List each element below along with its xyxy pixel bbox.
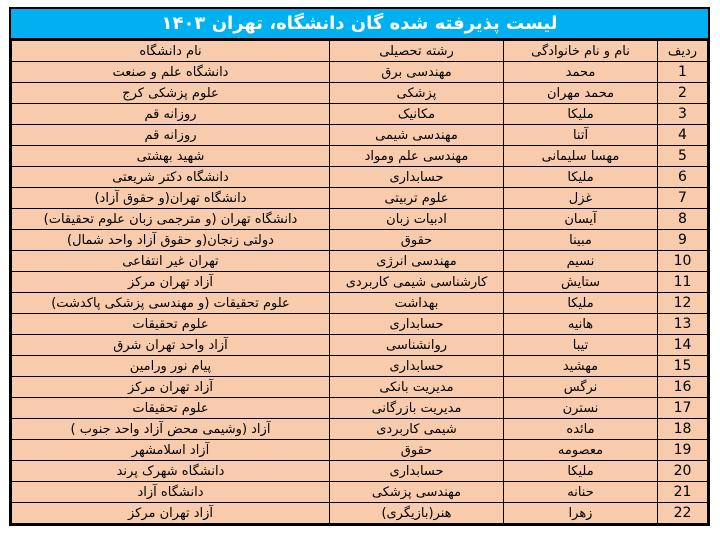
student-name: حنانه	[504, 482, 658, 503]
row-number: 14	[658, 335, 708, 356]
university-name: پیام نور ورامین	[12, 356, 330, 377]
field-of-study: علوم تربیتی	[330, 188, 504, 209]
field-of-study: حقوق	[330, 440, 504, 461]
row-number: 6	[658, 167, 708, 188]
table-row	[12, 482, 708, 503]
row-number: 3	[658, 104, 708, 125]
table-row	[12, 461, 708, 482]
university-name: دولتی زنجان(و حقوق آزاد واحد شمال)	[12, 230, 330, 251]
university-name: دانشگاه علم و صنعت	[12, 62, 330, 83]
row-number: 18	[658, 419, 708, 440]
student-name: محمد	[504, 62, 658, 83]
field-of-study: حسابداری	[330, 461, 504, 482]
table-body	[12, 62, 708, 524]
table-row	[12, 272, 708, 293]
field-of-study: پزشکی	[330, 83, 504, 104]
table-row	[12, 146, 708, 167]
field-of-study: حسابداری	[330, 356, 504, 377]
table-row	[12, 314, 708, 335]
field-of-study: هنر(بازیگری)	[330, 503, 504, 524]
student-name: ملیکا	[504, 104, 658, 125]
table-row	[12, 335, 708, 356]
table-row	[12, 83, 708, 104]
field-of-study: شیمی کاربردی	[330, 419, 504, 440]
field-of-study: بهداشت	[330, 293, 504, 314]
student-name: محمد مهران	[504, 83, 658, 104]
student-name: غزل	[504, 188, 658, 209]
sheet-title: لیست پذیرفته شده گان دانشگاه، تهران ۱۴۰۳	[11, 9, 708, 40]
student-name: مهسا سلیمانی	[504, 146, 658, 167]
student-name: آیسان	[504, 209, 658, 230]
university-name: علوم تحقیقات	[12, 314, 330, 335]
row-number: 17	[658, 398, 708, 419]
student-name: نرگس	[504, 377, 658, 398]
university-name: آزاد تهران مرکز	[12, 377, 330, 398]
row-number: 11	[658, 272, 708, 293]
university-name: آزاد تهران مرکز	[12, 272, 330, 293]
university-name: دانشگاه تهران (و مترجمی زبان علوم تحقیقات)	[12, 209, 330, 230]
row-number: 7	[658, 188, 708, 209]
university-name: آزاد (وشیمی محض آزاد واحد جنوب )	[12, 419, 330, 440]
row-number: 2	[658, 83, 708, 104]
university-name: روزانه قم	[12, 125, 330, 146]
field-of-study: مهندسی شیمی	[330, 125, 504, 146]
student-name: ملیکا	[504, 167, 658, 188]
row-number: 21	[658, 482, 708, 503]
field-of-study: مکانیک	[330, 104, 504, 125]
university-name: تهران غیر انتفاعی	[12, 251, 330, 272]
student-name: زهرا	[504, 503, 658, 524]
table-row	[12, 104, 708, 125]
header-field: رشته تحصیلی	[330, 41, 504, 62]
table-row	[12, 209, 708, 230]
row-number: 5	[658, 146, 708, 167]
header-university: نام دانشگاه	[12, 41, 330, 62]
row-number: 16	[658, 377, 708, 398]
field-of-study: حسابداری	[330, 167, 504, 188]
table-row	[12, 419, 708, 440]
university-name: دانشگاه شهرک پرند	[12, 461, 330, 482]
table-row	[12, 62, 708, 83]
row-number: 9	[658, 230, 708, 251]
student-name: تیبا	[504, 335, 658, 356]
student-name: نسیم	[504, 251, 658, 272]
row-number: 10	[658, 251, 708, 272]
student-name: هانیه	[504, 314, 658, 335]
table-row	[12, 125, 708, 146]
university-name: آزاد اسلامشهر	[12, 440, 330, 461]
field-of-study: مهندسی علم ومواد	[330, 146, 504, 167]
field-of-study: روانشناسی	[330, 335, 504, 356]
header-row	[12, 41, 708, 62]
row-number: 15	[658, 356, 708, 377]
row-number: 1	[658, 62, 708, 83]
student-name: ستایش	[504, 272, 658, 293]
row-number: 19	[658, 440, 708, 461]
university-name: علوم پزشکی کرج	[12, 83, 330, 104]
row-number: 12	[658, 293, 708, 314]
student-name: مهشید	[504, 356, 658, 377]
student-name: مائده	[504, 419, 658, 440]
field-of-study: ادبیات زبان	[330, 209, 504, 230]
table-row	[12, 377, 708, 398]
field-of-study: حقوق	[330, 230, 504, 251]
table-row	[12, 251, 708, 272]
university-name: علوم تحقیقات	[12, 398, 330, 419]
table-row	[12, 398, 708, 419]
university-name: دانشگاه آزاد	[12, 482, 330, 503]
student-name: نسترن	[504, 398, 658, 419]
table-row	[12, 356, 708, 377]
row-number: 22	[658, 503, 708, 524]
field-of-study: مهندسی برق	[330, 62, 504, 83]
table-row	[12, 293, 708, 314]
student-name: ملیکا	[504, 461, 658, 482]
header-row-number: ردیف	[658, 41, 708, 62]
table-row	[12, 503, 708, 524]
row-number: 8	[658, 209, 708, 230]
field-of-study: مدیریت بانکی	[330, 377, 504, 398]
university-name: علوم تحقیقات (و مهندسی پزشکی پاکدشت)	[12, 293, 330, 314]
university-name: آزاد واحد تهران شرق	[12, 335, 330, 356]
field-of-study: مهندسی پزشکی	[330, 482, 504, 503]
admissions-sheet	[9, 7, 710, 526]
student-name: معصومه	[504, 440, 658, 461]
student-name: ملیکا	[504, 293, 658, 314]
table-row	[12, 230, 708, 251]
admissions-table	[11, 40, 708, 524]
university-name: دانشگاه تهران(و حقوق آزاد)	[12, 188, 330, 209]
university-name: روزانه قم	[12, 104, 330, 125]
table-row	[12, 440, 708, 461]
university-name: آزاد تهران مرکز	[12, 503, 330, 524]
field-of-study: مهندسی انرژی	[330, 251, 504, 272]
row-number: 13	[658, 314, 708, 335]
university-name: شهید بهشتی	[12, 146, 330, 167]
row-number: 4	[658, 125, 708, 146]
student-name: مبینا	[504, 230, 658, 251]
university-name: دانشگاه دکتر شریعتی	[12, 167, 330, 188]
field-of-study: مدیریت بازرگانی	[330, 398, 504, 419]
table-row	[12, 167, 708, 188]
student-name: آتنا	[504, 125, 658, 146]
field-of-study: حسابداری	[330, 314, 504, 335]
header-name: نام و نام خانوادگی	[504, 41, 658, 62]
table-row	[12, 188, 708, 209]
field-of-study: کارشناسی شیمی کاربردی	[330, 272, 504, 293]
row-number: 20	[658, 461, 708, 482]
